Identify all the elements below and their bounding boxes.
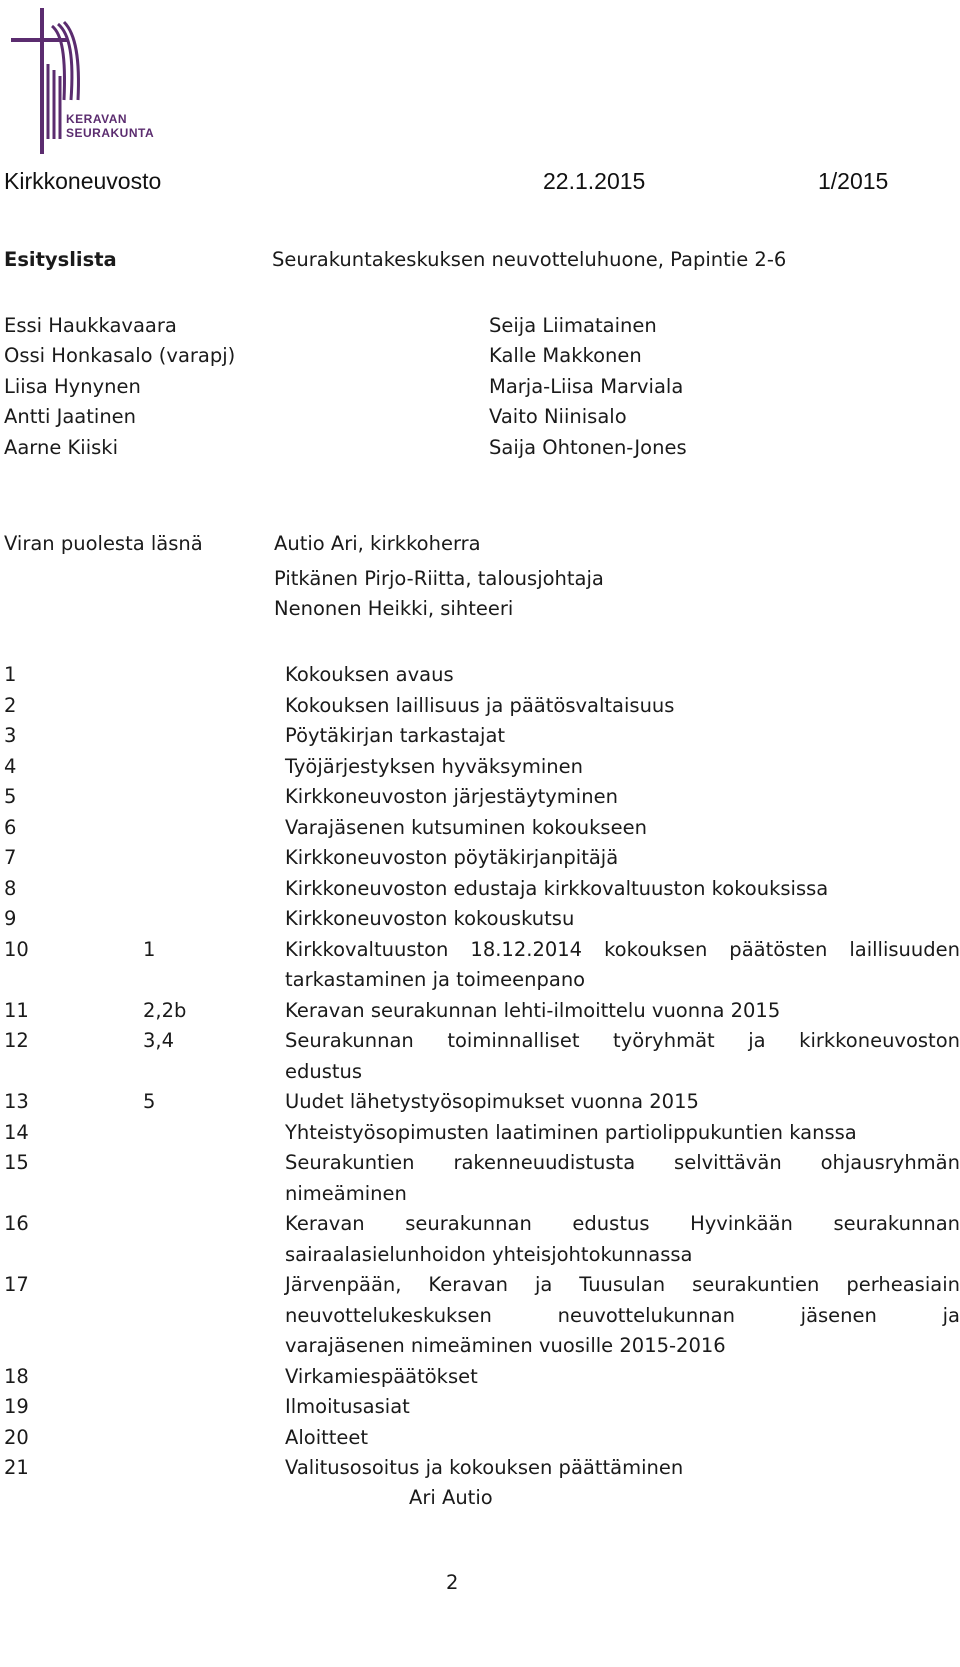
agenda-item-reference: 5 [143, 1090, 156, 1113]
agenda-item-title: Keravan seurakunnan lehti-ilmoittelu vuonna 2015 [285, 998, 781, 1022]
agenda-item-number: 6 [4, 815, 17, 839]
agenda-item-number: 20 [4, 1425, 29, 1449]
agenda-item-title: Kokouksen laillisuus ja päätösvaltaisuus [285, 693, 675, 717]
official: Autio Ari, kirkkoherra [274, 532, 481, 555]
agenda-item-title: Kirkkoneuvoston järjestäytyminen [285, 785, 618, 808]
page-number: 2 [446, 1571, 459, 1594]
header-body: Kirkkoneuvosto [4, 168, 162, 194]
agenda-item-title: Valitusosoitus ja kokouksen päättäminen [285, 1456, 684, 1479]
agenda-item-number: 14 [4, 1120, 29, 1144]
agenda-item-title: Virkamiespäätökset [285, 1364, 478, 1388]
agenda-item-reference: 3,4 [143, 1029, 175, 1052]
meeting-location: Seurakuntakeskuksen neuvotteluhuone, Papintie 2-6 [272, 248, 787, 271]
agenda-item-title: sairaalasielunhoidon yhteisjohtokunnassa [285, 1242, 693, 1266]
agenda-item-title: Yhteistyösopimusten laatiminen partiolippukuntien kanssa [285, 1120, 857, 1144]
agenda-item-reference: 2,2b [143, 998, 187, 1022]
header-date: 22.1.2015 [543, 168, 646, 194]
agenda-item-title: Pöytäkirjan tarkastajat [285, 724, 506, 747]
agenda-item-number: 13 [4, 1090, 29, 1113]
agenda-item-number: 5 [4, 785, 17, 808]
member: Essi Haukkavaara [4, 314, 177, 337]
agenda-item-title: nimeäminen [285, 1181, 407, 1205]
agenda-item-title: Keravan seurakunnan edustus Hyvinkään seurakunnan [285, 1212, 960, 1235]
agenda-item-title: Seurakuntien rakenneuudistusta selvittävän ohjausryhmän [285, 1151, 960, 1174]
member: Liisa Hynynen [4, 375, 141, 398]
member: Aarne Kiiski [4, 436, 119, 459]
member: Marja-Liisa Marviala [489, 375, 684, 398]
agenda-item-title: neuvottelukeskuksen neuvottelukunnan jäsenen ja [285, 1303, 960, 1327]
officials-label: Viran puolesta läsnä [4, 532, 203, 555]
signature: Ari Autio [409, 1486, 493, 1509]
agenda-item-title: Varajäsenen kutsuminen kokoukseen [285, 815, 647, 839]
member: Ossi Honkasalo (varapj) [4, 344, 236, 367]
official: Nenonen Heikki, sihteeri [274, 597, 514, 620]
agenda-item-number: 4 [4, 754, 17, 778]
agenda-item-title: Uudet lähetystyösopimukset vuonna 2015 [285, 1090, 699, 1113]
agenda-item-number: 21 [4, 1456, 29, 1479]
agenda-item-title: Kirkkoneuvoston edustaja kirkkovaltuuston kokouksissa [285, 876, 829, 900]
agenda-item-number: 1 [4, 663, 17, 686]
agenda-item-number: 19 [4, 1395, 29, 1418]
agenda-item-title: Kirkkoneuvoston pöytäkirjanpitäjä [285, 846, 619, 869]
logo-text-line2: SEURAKUNTA [66, 126, 155, 140]
agenda-item-number: 8 [4, 876, 17, 900]
official: Pitkänen Pirjo-Riitta, talousjohtaja [274, 567, 604, 590]
header-number: 1/2015 [818, 168, 889, 194]
agenda-item-number: 16 [4, 1212, 29, 1235]
agenda-item-number: 15 [4, 1151, 29, 1174]
agenda-item-reference: 1 [143, 937, 156, 961]
agenda-item-number: 11 [4, 998, 29, 1022]
agenda-item-title: Työjärjestyksen hyväksyminen [285, 754, 584, 778]
agenda-item-number: 3 [4, 724, 17, 747]
agenda-item-number: 10 [4, 937, 29, 961]
agenda-item-title: Aloitteet [285, 1425, 369, 1449]
agenda-item-number: 18 [4, 1364, 29, 1388]
agenda-item-title: Kokouksen avaus [285, 663, 454, 686]
member: Kalle Makkonen [489, 344, 642, 367]
parish-logo [8, 4, 158, 154]
agenda-item-number: 12 [4, 1029, 29, 1052]
agenda-item-number: 2 [4, 693, 17, 717]
agenda-item-title: varajäsenen nimeäminen vuosille 2015-2016 [285, 1334, 726, 1357]
agenda-item-title: Järvenpään, Keravan ja Tuusulan seurakuntien perheasiain [285, 1273, 960, 1296]
agenda-item-number: 17 [4, 1273, 29, 1296]
agenda-item-title: tarkastaminen ja toimeenpano [285, 968, 586, 991]
member: Saija Ohtonen-Jones [489, 436, 687, 459]
agenda-item-title: edustus [285, 1059, 363, 1083]
member: Seija Liimatainen [489, 314, 657, 337]
agenda-item-title: Kirkkovaltuuston 18.12.2014 kokouksen päätösten laillisuuden [285, 937, 960, 961]
member: Antti Jaatinen [4, 405, 137, 428]
agenda-item-title: Seurakunnan toiminnalliset työryhmät ja kirkkoneuvoston [285, 1029, 960, 1052]
agenda-item-number: 9 [4, 907, 17, 930]
member: Vaito Niinisalo [489, 405, 627, 428]
agenda-item-number: 7 [4, 846, 17, 869]
agenda-item-title: Kirkkoneuvoston kokouskutsu [285, 907, 575, 930]
agenda-title: Esityslista [4, 248, 117, 271]
agenda-item-title: Ilmoitusasiat [285, 1395, 410, 1418]
logo-text-line1: KERAVAN [66, 112, 128, 126]
